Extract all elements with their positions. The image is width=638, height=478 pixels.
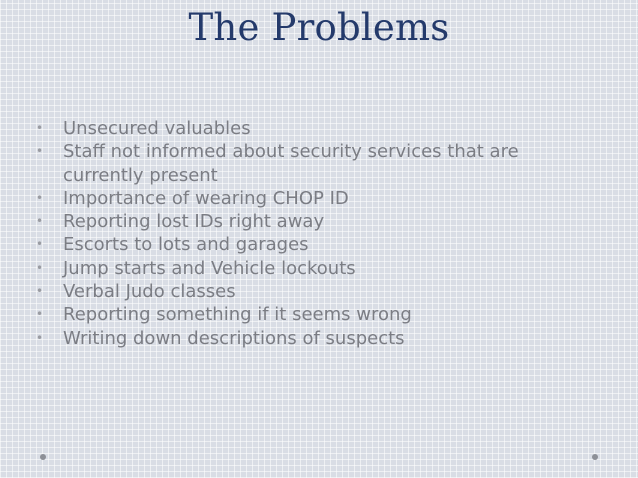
empty-bullet-dot-icon — [40, 454, 46, 460]
bullet-icon: • — [36, 121, 44, 135]
bullet-text: Escorts to lots and garages — [63, 234, 309, 256]
bullet-text: Reporting lost IDs right away — [63, 211, 325, 233]
bullet-item — [36, 233, 596, 256]
bullet-item — [36, 117, 596, 140]
bullet-item — [36, 303, 596, 326]
bullet-icon: • — [36, 190, 44, 205]
bullet-icon: • — [36, 307, 44, 322]
bullet-icon: • — [36, 330, 44, 345]
bullet-icon: • — [36, 260, 44, 275]
bullet-icon: • — [36, 214, 44, 229]
bullet-text: Jump starts and Vehicle lockouts — [63, 257, 356, 279]
bullet-icon: • — [36, 237, 44, 252]
bullet-text: Writing down descriptions of suspects — [63, 327, 405, 349]
bullet-item — [36, 187, 596, 210]
bullet-icon: • — [36, 144, 44, 159]
bullet-text: Verbal Judo classes — [63, 281, 236, 303]
bullet-item — [36, 280, 596, 303]
bullet-text: Reporting something if it seems wrong — [63, 304, 412, 326]
bullet-item — [36, 210, 596, 233]
bullet-text: Staff not informed about security services that are currently present — [63, 141, 519, 186]
bullet-icon: • — [36, 284, 44, 299]
bullet-list — [36, 117, 596, 350]
bullet-item — [36, 327, 596, 350]
bullet-text: Importance of wearing CHOP ID — [63, 187, 349, 209]
corner-dot-icon — [592, 454, 598, 460]
bullet-item — [36, 140, 596, 187]
slide-title: The Problems — [188, 6, 450, 49]
bullet-item — [36, 257, 596, 280]
bullet-text: Unsecured valuables — [63, 118, 251, 139]
